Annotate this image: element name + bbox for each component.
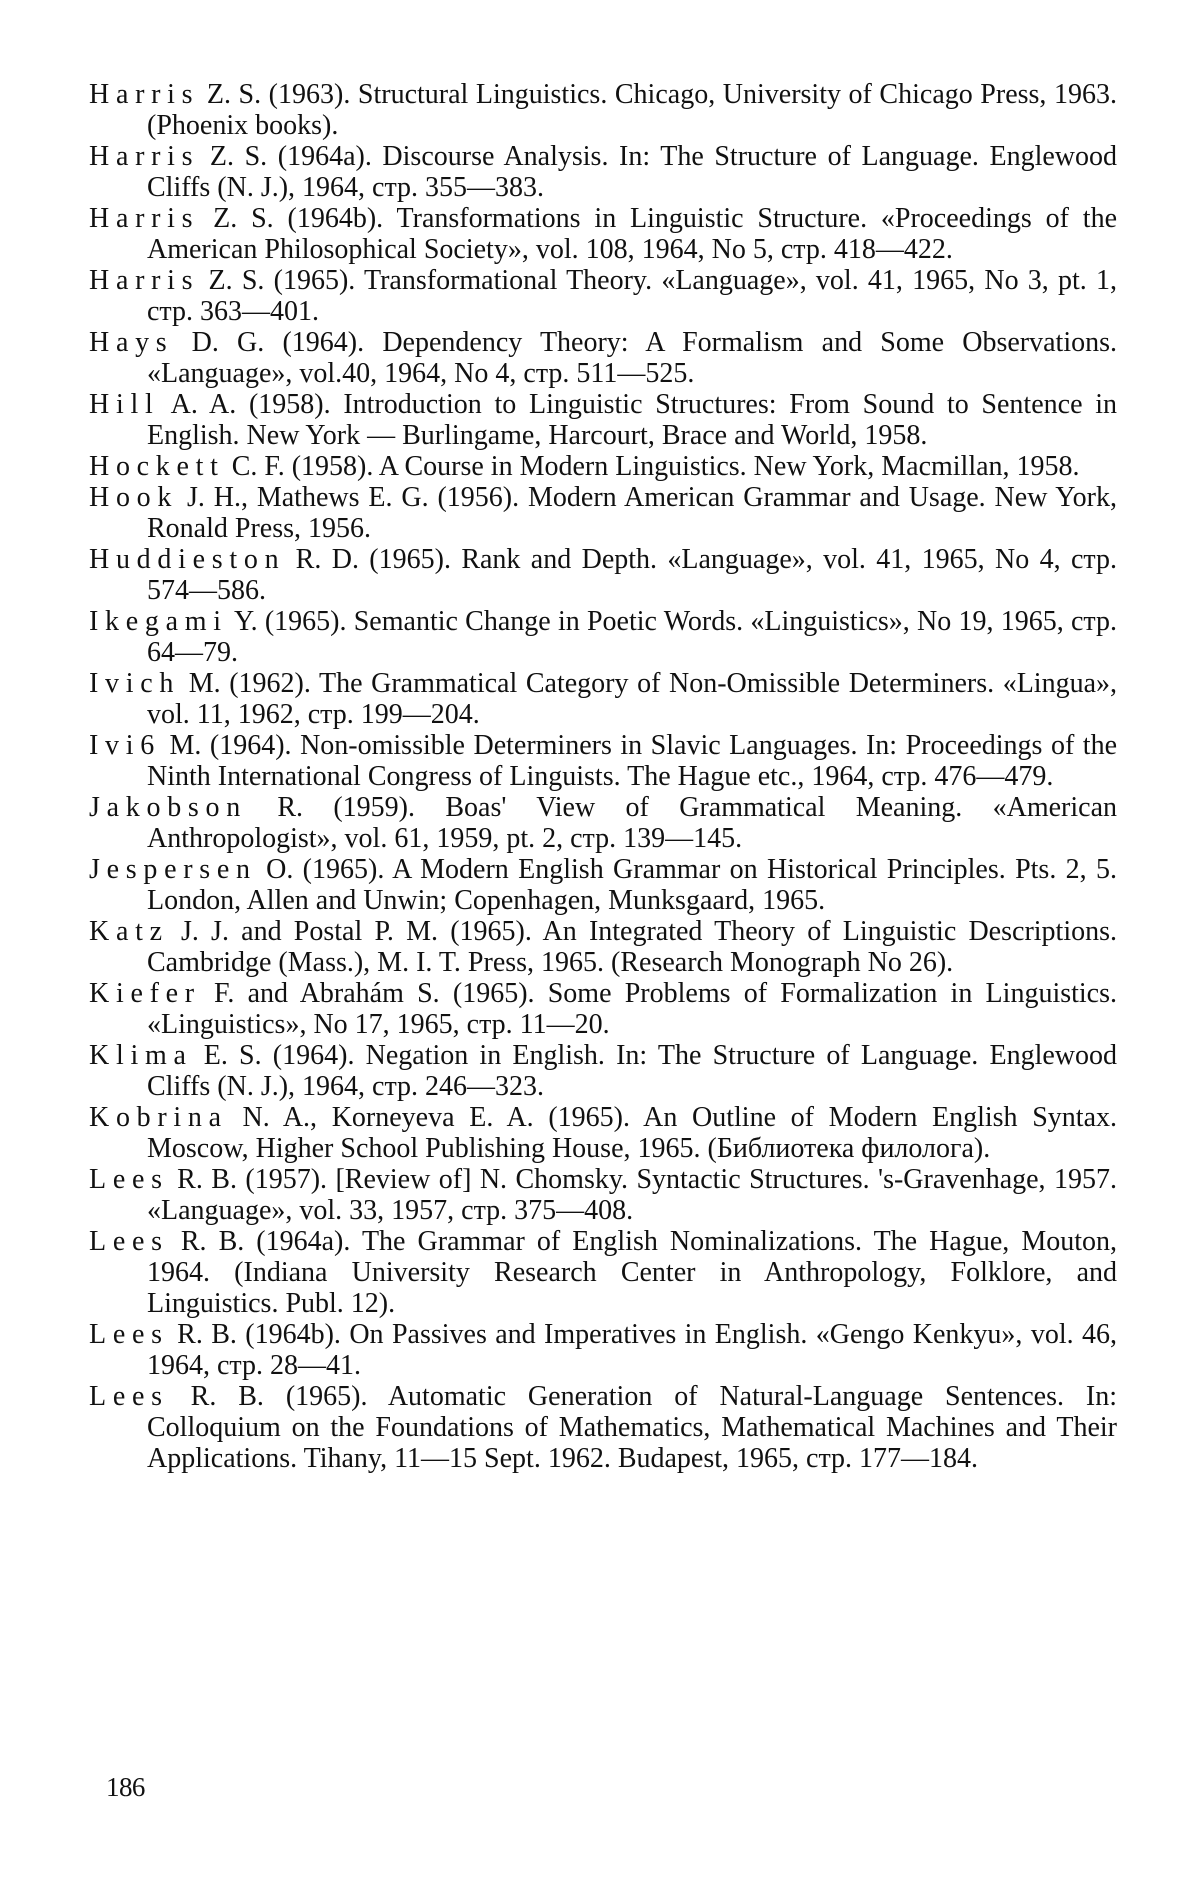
- entry-text: J. J. and Postal P. M. (1965). An Integrated Theory of Linguistic Descriptions. Cambridge (Mass.), M. I. T. Press, 1965. (Research Monograph No 26).: [147, 916, 1117, 978]
- entry-text: J. H., Mathews E. G. (1956). Modern American Grammar and Usage. New York, Ronald Press, 1956.: [147, 482, 1117, 544]
- entry-author: Jespersen: [89, 854, 257, 885]
- page-number: 186: [106, 1772, 145, 1802]
- bibliography-entry: [89, 1040, 1117, 1102]
- entry-text: M. (1962). The Grammatical Category of Non-Omissible Determiners. «Lingua», vol. 11, 1962, стр. 199—204.: [147, 668, 1117, 730]
- entry-author: Huddieston: [89, 544, 286, 575]
- bibliography-entry: [89, 203, 1117, 265]
- bibliography-entry: [89, 1226, 1117, 1319]
- entry-author: Harris: [89, 79, 200, 110]
- bibliography-entry: [89, 265, 1117, 327]
- entry-author: Lees: [89, 1164, 169, 1195]
- entry-author: Lees: [89, 1319, 169, 1350]
- entry-author: Harris: [89, 203, 200, 234]
- bibliography-entry: [89, 792, 1117, 854]
- bibliography-entry: [89, 451, 1117, 482]
- entry-text: Y. (1965). Semantic Change in Poetic Words. «Linguistics», No 19, 1965, стр. 64—79.: [147, 606, 1117, 668]
- bibliography-entry: [89, 1102, 1117, 1164]
- bibliography-entry: [89, 141, 1117, 203]
- entry-text: A. A. (1958). Introduction to Linguistic Structures: From Sound to Sentence in English. New York — Burlingame, Harcourt, Brace and World, 1958.: [147, 389, 1117, 451]
- entry-text: R. B. (1957). [Review of] N. Chomsky. Syntactic Structures. 's-Gravenhage, 1957. «Language», vol. 33, 1957, стр. 375—408.: [147, 1164, 1117, 1226]
- entry-author: Hook: [89, 482, 179, 513]
- bibliography-entry: [89, 1319, 1117, 1381]
- entry-text: M. (1964). Non-omissible Determiners in Slavic Languages. In: Proceedings of the Ninth International Congress of Linguists. The Hague etc., 1964, стр. 476—479.: [147, 730, 1117, 792]
- bibliography-entry: [89, 854, 1117, 916]
- bibliography-entry: [89, 389, 1117, 451]
- bibliography-entry: [89, 544, 1117, 606]
- entry-text: Z. S. (1964b). Transformations in Linguistic Structure. «Proceedings of the American Philosophical Society», vol. 108, 1964, No 5, стр. 418—422.: [147, 203, 1117, 265]
- bibliography-entry: [89, 606, 1117, 668]
- entry-author: Ikegami: [89, 606, 228, 637]
- entry-author: Harris: [89, 265, 200, 296]
- entry-author: Ivi6: [89, 730, 161, 761]
- entry-author: Kiefer: [89, 978, 201, 1009]
- bibliography-list: [89, 79, 1117, 1474]
- entry-author: Hill: [89, 389, 160, 420]
- entry-text: R. B. (1965). Automatic Generation of Natural-Language Sentences. In: Colloquium on the Foundations of Mathematics, Mathematical Machines and Their Applications. Tihany, 11—15 Sept. 1962. Budapest, 1965, стр. 177—184.: [147, 1381, 1117, 1474]
- entry-text: R. B. (1964a). The Grammar of English Nominalizations. The Hague, Mouton, 1964. (Indiana University Research Center in Anthropology, Folklore, and Linguistics. Publ. 12).: [147, 1226, 1117, 1319]
- entry-text: R. D. (1965). Rank and Depth. «Language», vol. 41, 1965, No 4, стр. 574—586.: [147, 544, 1117, 606]
- entry-text: Z. S. (1964a). Discourse Analysis. In: The Structure of Language. Englewood Cliffs (N. J.), 1964, стр. 355—383.: [147, 141, 1117, 203]
- entry-text: O. (1965). A Modern English Grammar on Historical Principles. Pts. 2, 5. London, Allen and Unwin; Copenhagen, Munksgaard, 1965.: [147, 854, 1117, 916]
- entry-author: Lees: [89, 1226, 169, 1257]
- entry-text: D. G. (1964). Dependency Theory: A Formalism and Some Observations. «Language», vol.40, 1964, No 4, стр. 511—525.: [147, 327, 1117, 389]
- entry-author: Katz: [89, 916, 169, 947]
- entry-author: Lees: [89, 1381, 169, 1412]
- entry-text: E. S. (1964). Negation in English. In: The Structure of Language. Englewood Cliffs (N. J.), 1964, стр. 246—323.: [147, 1040, 1117, 1102]
- entry-author: Hockett: [89, 451, 225, 482]
- entry-author: Klima: [89, 1040, 193, 1071]
- bibliography-entry: [89, 668, 1117, 730]
- entry-text: R. (1959). Boas' View of Grammatical Meaning. «American Anthropologist», vol. 61, 1959, pt. 2, стр. 139—145.: [147, 792, 1117, 854]
- bibliography-entry: [89, 916, 1117, 978]
- bibliography-entry: [89, 730, 1117, 792]
- bibliography-entry: [89, 79, 1117, 141]
- entry-text: Z. S. (1963). Structural Linguistics. Chicago, University of Chicago Press, 1963. (Phoenix books).: [147, 79, 1117, 141]
- bibliography-entry: [89, 1381, 1117, 1474]
- entry-text: F. and Abrahám S. (1965). Some Problems of Formalization in Linguistics. «Linguistics», No 17, 1965, стр. 11—20.: [147, 978, 1117, 1040]
- entry-text: R. B. (1964b). On Passives and Imperatives in English. «Gengo Kenkyu», vol. 46, 1964, стр. 28—41.: [147, 1319, 1117, 1381]
- entry-text: N. A., Korneyeva E. A. (1965). An Outline of Modern English Syntax. Moscow, Higher School Publishing House, 1965. (Библиотека филолога).: [147, 1102, 1117, 1164]
- bibliography-entry: [89, 327, 1117, 389]
- entry-text: C. F. (1958). A Course in Modern Linguistics. New York, Macmillan, 1958.: [224, 451, 1080, 482]
- bibliography-entry: [89, 1164, 1117, 1226]
- bibliography-entry: [89, 482, 1117, 544]
- entry-author: Hays: [89, 327, 174, 358]
- entry-text: Z. S. (1965). Transformational Theory. «Language», vol. 41, 1965, No 3, pt. 1, стр. 363—401.: [147, 265, 1117, 327]
- entry-author: Harris: [89, 141, 200, 172]
- entry-author: Kobrina: [89, 1102, 228, 1133]
- entry-author: Ivich: [89, 668, 181, 699]
- bibliography-entry: [89, 978, 1117, 1040]
- entry-author: Jakobson: [89, 792, 247, 823]
